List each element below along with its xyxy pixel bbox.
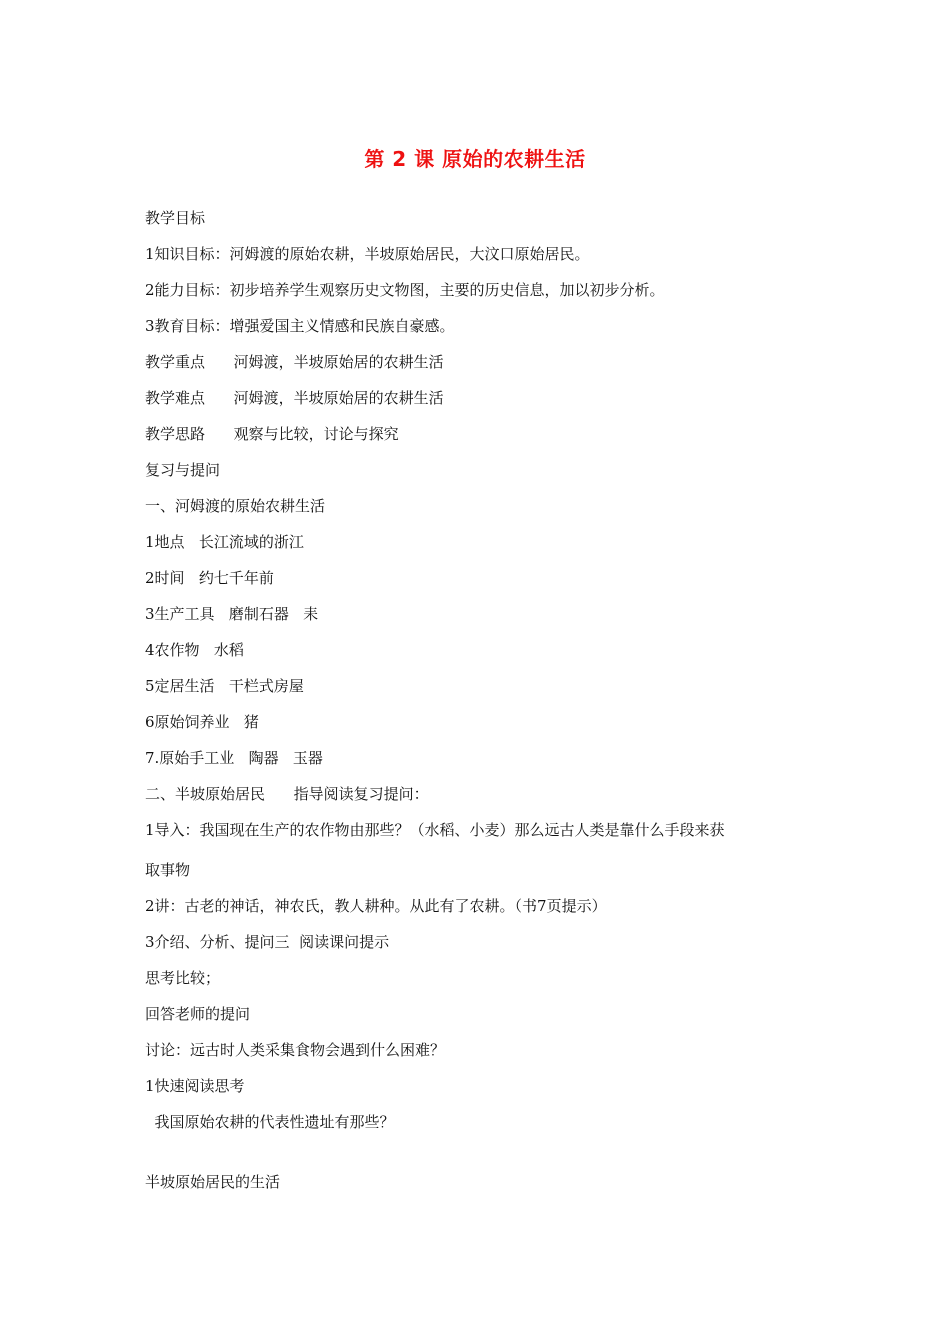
- hemudu-settlement: 5定居生活 干栏式房屋: [145, 677, 304, 695]
- teaching-difficulty: 教学难点 河姆渡，半坡原始居的农耕生活: [145, 389, 444, 407]
- lecture-paragraph: 2讲：古老的神话，神农氏，教人耕种。从此有了农耕。（书7页提示）: [145, 897, 607, 915]
- ability-goal: 2能力目标：初步培养学生观察历史文物图，主要的历史信息，加以初步分析。: [145, 281, 665, 299]
- hemudu-location: 1地点 长江流域的浙江: [145, 533, 304, 551]
- introduce-analyze-ask: 3介绍、分析、提问三 阅读课问提示: [145, 933, 390, 951]
- hemudu-crops: 4农作物 水稻: [145, 641, 244, 659]
- teaching-approach: 教学思路 观察与比较，讨论与探究: [145, 425, 399, 443]
- hemudu-tools: 3生产工具 磨制石器 耒: [145, 605, 319, 623]
- section-heading-hemudu: 一、河姆渡的原始农耕生活: [145, 497, 326, 515]
- hemudu-handicraft: 7.原始手工业 陶器 玉器: [145, 749, 323, 767]
- document-title: 第 2 课 原始的农耕生活: [364, 147, 586, 171]
- quick-reading: 1快速阅读思考: [145, 1077, 245, 1095]
- banpo-life-heading: 半坡原始居民的生活: [145, 1173, 281, 1191]
- think-compare: 思考比较；: [145, 969, 221, 987]
- section-heading-banpo: 二、半坡原始居民 指导阅读复习提问：: [145, 785, 429, 803]
- section-heading-review: 复习与提问: [145, 461, 221, 479]
- representative-sites-question: 我国原始农耕的代表性遗址有那些？: [145, 1113, 395, 1131]
- answer-questions: 回答老师的提问: [145, 1005, 251, 1023]
- knowledge-goal: 1知识目标：河姆渡的原始农耕，半坡原始居民，大汶口原始居民。: [145, 245, 590, 263]
- teaching-key-point: 教学重点 河姆渡，半坡原始居的农耕生活: [145, 353, 444, 371]
- hemudu-husbandry: 6原始饲养业 猪: [145, 713, 259, 731]
- intro-paragraph: 1导入：我国现在生产的农作物由那些？（水稻、小麦）那么远古人类是靠什么手段来获: [145, 821, 725, 839]
- discussion-question: 讨论：远古时人类采集食物会遇到什么困难？: [145, 1041, 446, 1059]
- education-goal: 3教育目标：增强爱国主义情感和民族自豪感。: [145, 317, 455, 335]
- section-heading-teaching-goals: 教学目标: [145, 209, 206, 227]
- intro-paragraph-continued: 取事物: [145, 861, 191, 879]
- hemudu-time: 2时间 约七千年前: [145, 569, 274, 587]
